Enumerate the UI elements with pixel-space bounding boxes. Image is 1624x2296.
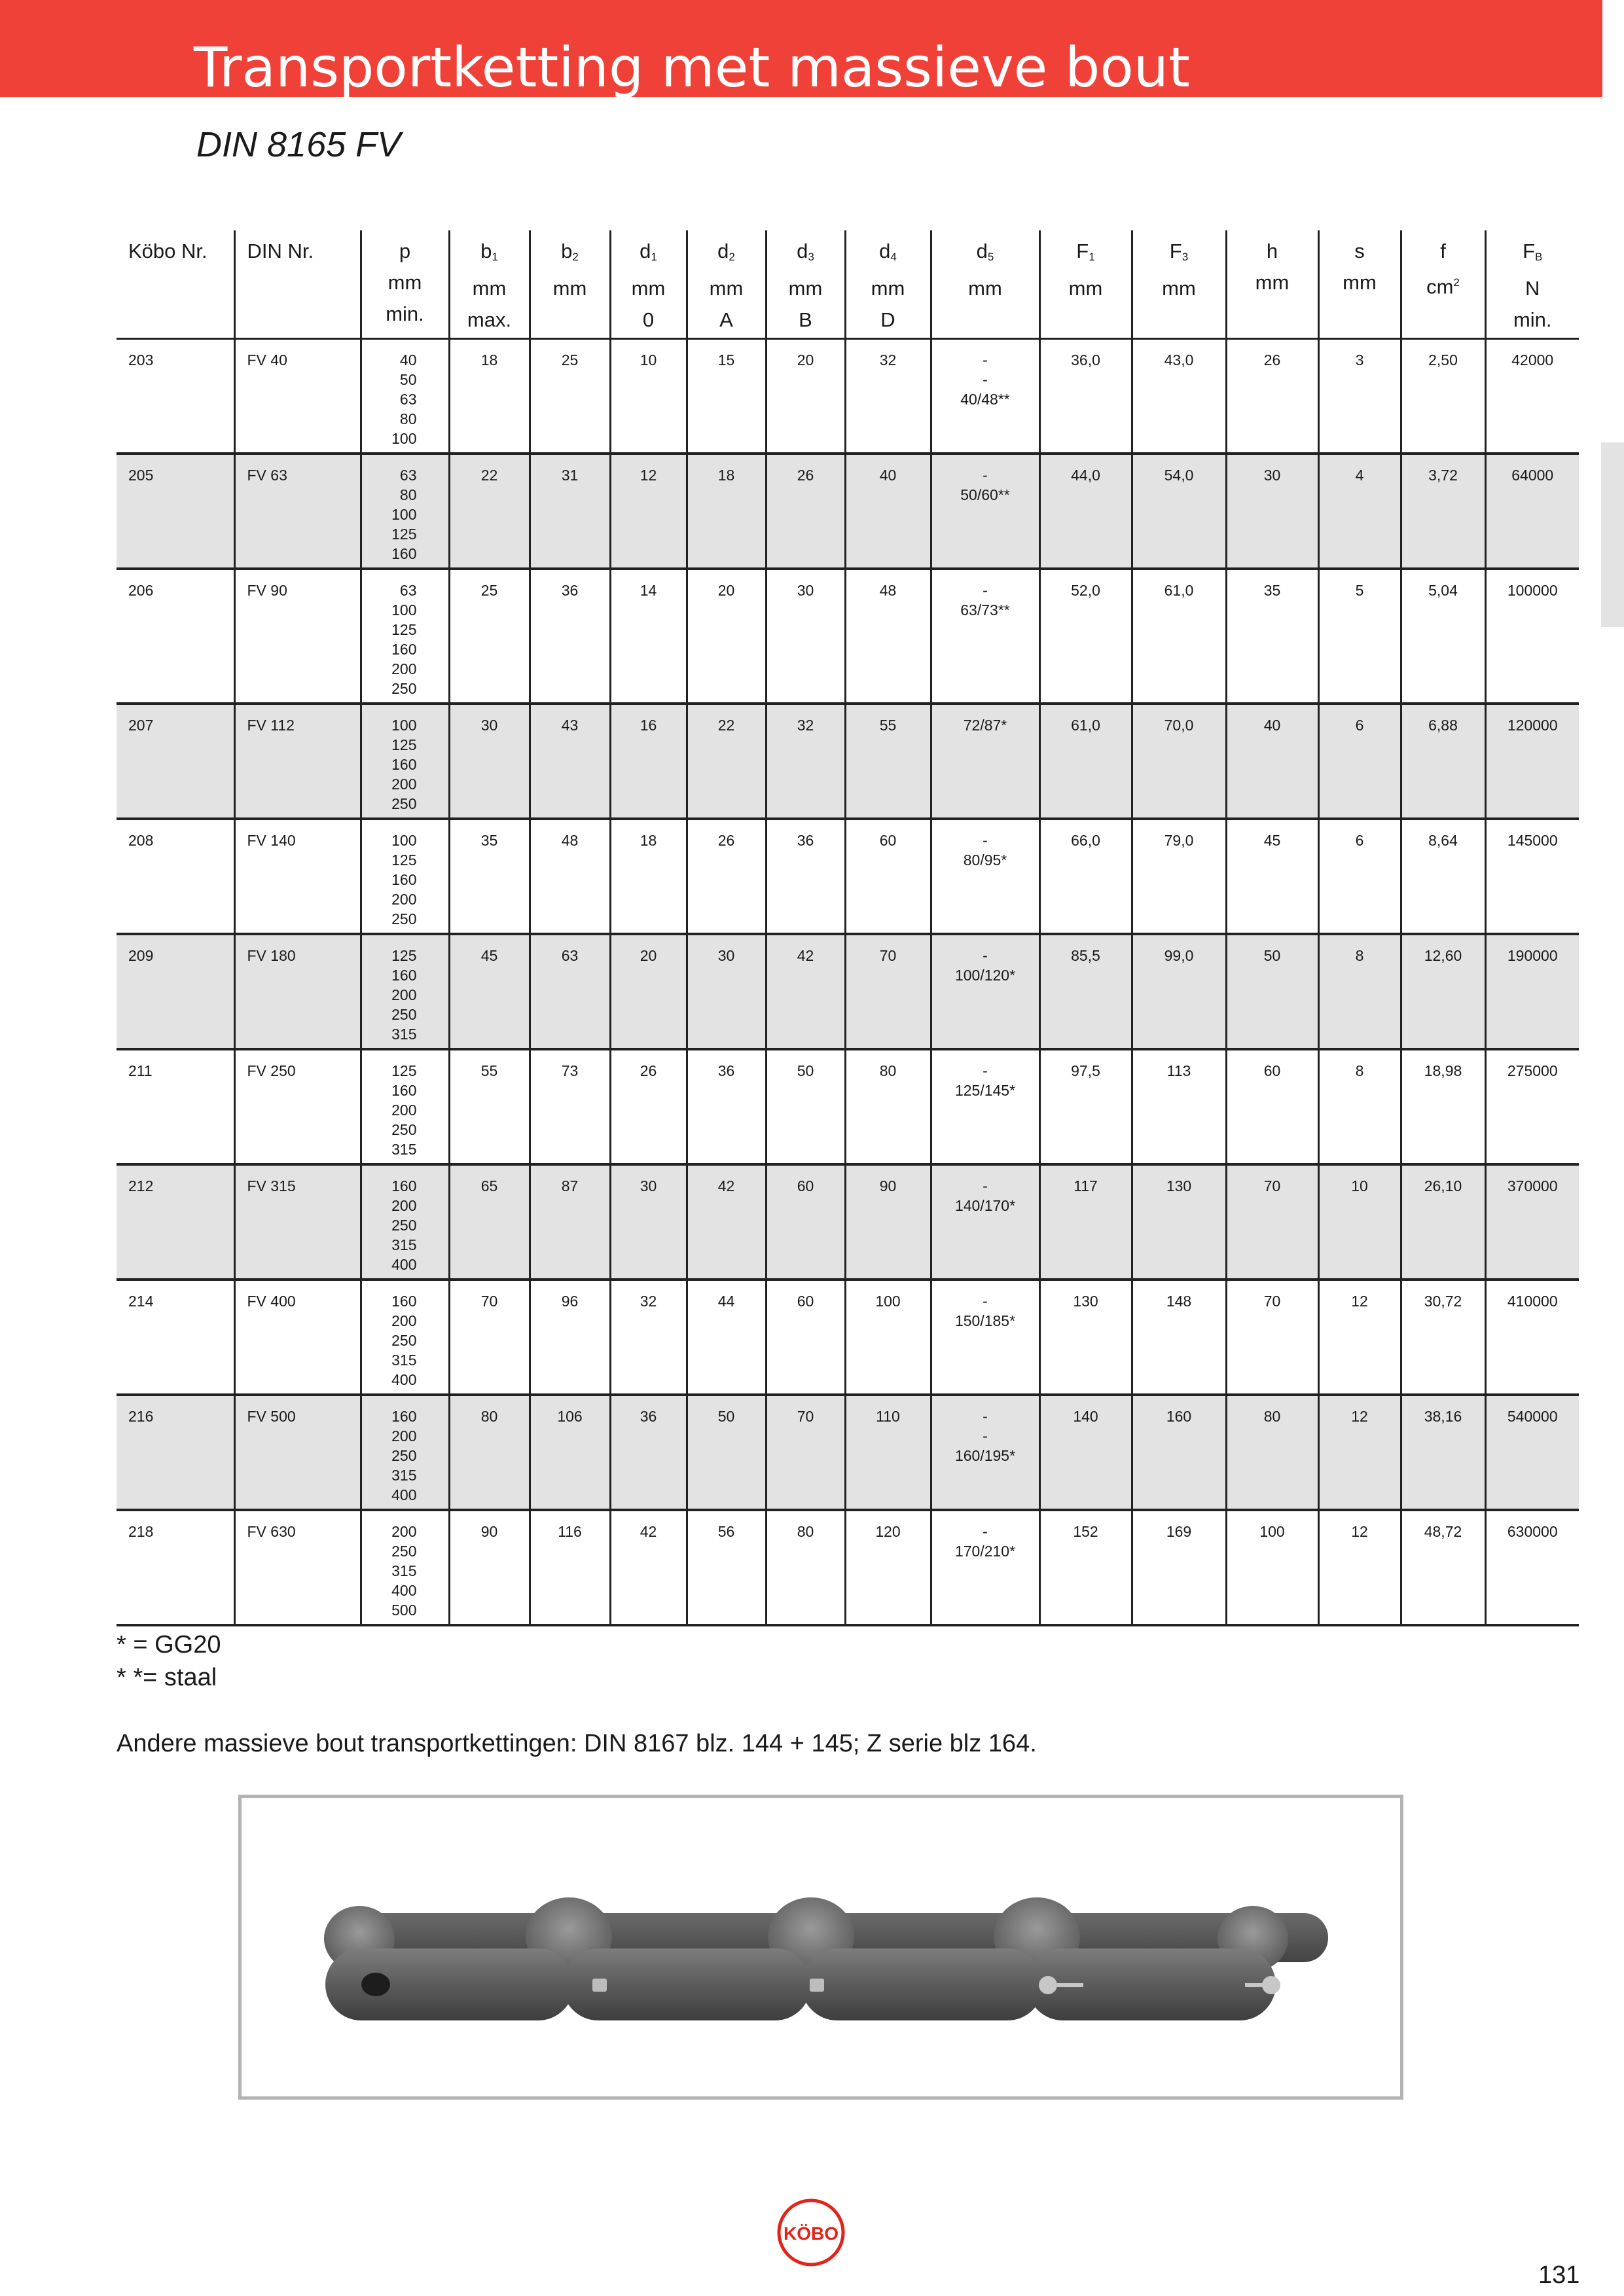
- chain-illustration: [242, 1798, 1400, 2096]
- page-number: 131: [1538, 2261, 1580, 2289]
- cell-fb: 275000: [1485, 1049, 1579, 1164]
- cell-d3: 36: [766, 819, 845, 934]
- cell-p: 160 200 250 315 400: [361, 1280, 449, 1395]
- cell-b1: 70: [449, 1280, 530, 1395]
- table-row: [117, 569, 1579, 704]
- cell-d5: - - 40/48**: [931, 338, 1039, 454]
- column-unit: mm: [552, 277, 587, 300]
- column-unit: mm: [1255, 271, 1290, 294]
- column-header: [361, 230, 449, 338]
- column-name: Köbo Nr.: [128, 240, 208, 262]
- cell-d3: 70: [766, 1395, 845, 1510]
- cell-d1: 14: [610, 569, 687, 704]
- cell-d3: 60: [766, 1280, 845, 1395]
- cell-p: 100 125 160 200 250: [361, 819, 449, 934]
- column-header: [1132, 230, 1226, 338]
- column-unit: mm: [968, 277, 1002, 300]
- column-header: [766, 230, 845, 338]
- cell-b1: 55: [449, 1049, 530, 1164]
- cell-f1: 97,5: [1039, 1049, 1132, 1164]
- cell-b1: 35: [449, 819, 530, 934]
- cell-f3: 70,0: [1132, 704, 1226, 819]
- cell-f1: 117: [1039, 1164, 1132, 1280]
- footnote-star: * = GG20: [117, 1631, 221, 1659]
- cell-d5: - 150/185*: [931, 1280, 1039, 1395]
- column-header: [449, 230, 530, 338]
- cell-b1: 80: [449, 1395, 530, 1510]
- cell-kobo: 211: [117, 1049, 234, 1164]
- cell-d3: 32: [766, 704, 845, 819]
- cell-p: 200 250 315 400 500: [361, 1510, 449, 1625]
- cell-fb: 630000: [1485, 1510, 1579, 1625]
- cell-d1: 36: [610, 1395, 687, 1510]
- cell-d3: 60: [766, 1164, 845, 1280]
- cell-b2: 43: [530, 704, 610, 819]
- cell-d2: 42: [687, 1164, 766, 1280]
- cell-fb: 145000: [1485, 819, 1579, 934]
- cell-h: 100: [1226, 1510, 1318, 1625]
- column-note: D: [880, 308, 895, 331]
- cell-b1: 25: [449, 569, 530, 704]
- cell-kobo: 216: [117, 1395, 234, 1510]
- cell-din: FV 63: [234, 454, 361, 569]
- cell-f1: 85,5: [1039, 934, 1132, 1049]
- cell-d1: 20: [610, 934, 687, 1049]
- table-row: [117, 338, 1579, 454]
- cell-h: 70: [1226, 1164, 1318, 1280]
- cell-d3: 50: [766, 1049, 845, 1164]
- column-header: [117, 230, 234, 338]
- cell-d3: 26: [766, 454, 845, 569]
- cell-din: FV 630: [234, 1510, 361, 1625]
- column-unit: mm: [388, 271, 422, 294]
- cell-d2: 26: [687, 819, 766, 934]
- cell-d5: - 125/145*: [931, 1049, 1039, 1164]
- cell-b1: 90: [449, 1510, 530, 1625]
- table-row: [117, 934, 1579, 1049]
- cell-s: 8: [1318, 934, 1401, 1049]
- cell-f3: 113: [1132, 1049, 1226, 1164]
- cell-b2: 96: [530, 1280, 610, 1395]
- cell-d4: 70: [845, 934, 931, 1049]
- cell-h: 35: [1226, 569, 1318, 704]
- cell-fb: 190000: [1485, 934, 1579, 1049]
- column-unit: mm: [871, 277, 905, 300]
- cell-f: 8,64: [1401, 819, 1485, 934]
- spec-table: [117, 230, 1579, 1626]
- column-unit: mm: [788, 277, 823, 300]
- column-name: $F_B$: [1523, 240, 1543, 263]
- chain-image-frame: [238, 1795, 1403, 2100]
- cell-f1: 61,0: [1039, 704, 1132, 819]
- cell-s: 5: [1318, 569, 1401, 704]
- cell-f3: 54,0: [1132, 454, 1226, 569]
- cell-din: FV 140: [234, 819, 361, 934]
- cell-d1: 18: [610, 819, 687, 934]
- cell-d5: - 63/73**: [931, 569, 1039, 704]
- column-note: min.: [386, 302, 424, 325]
- cell-d2: 18: [687, 454, 766, 569]
- cell-d1: 30: [610, 1164, 687, 1280]
- cell-kobo: 209: [117, 934, 234, 1049]
- cell-p: 125 160 200 250 315: [361, 1049, 449, 1164]
- cell-d5: - 170/210*: [931, 1510, 1039, 1625]
- column-unit: N: [1525, 277, 1540, 300]
- cell-kobo: 212: [117, 1164, 234, 1280]
- column-name: s: [1354, 240, 1365, 262]
- column-header: [1485, 230, 1579, 338]
- cell-d5: - 100/120*: [931, 934, 1039, 1049]
- column-note: 0: [642, 308, 655, 331]
- cell-f3: 130: [1132, 1164, 1226, 1280]
- column-name: DIN Nr.: [247, 240, 314, 262]
- cell-fb: 370000: [1485, 1164, 1579, 1280]
- column-header: [234, 230, 361, 338]
- cell-d2: 20: [687, 569, 766, 704]
- cell-f: 3,72: [1401, 454, 1485, 569]
- table-row: [117, 1164, 1579, 1280]
- cell-f: 6,88: [1401, 704, 1485, 819]
- table-row: [117, 1280, 1579, 1395]
- cell-fb: 540000: [1485, 1395, 1579, 1510]
- cell-b2: 25: [530, 338, 610, 454]
- cell-d2: 36: [687, 1049, 766, 1164]
- cell-d4: 90: [845, 1164, 931, 1280]
- cell-d1: 12: [610, 454, 687, 569]
- cell-s: 6: [1318, 819, 1401, 934]
- cell-p: 63 80 100 125 160: [361, 454, 449, 569]
- cell-p: 40 50 63 80 100: [361, 338, 449, 454]
- cell-f3: 79,0: [1132, 819, 1226, 934]
- side-tab: [1601, 442, 1624, 627]
- cell-kobo: 207: [117, 704, 234, 819]
- cell-p: 160 200 250 315 400: [361, 1164, 449, 1280]
- cell-d1: 16: [610, 704, 687, 819]
- column-name: $d_4$: [879, 240, 897, 263]
- cell-b1: 45: [449, 934, 530, 1049]
- cell-d4: 32: [845, 338, 931, 454]
- cell-d4: 55: [845, 704, 931, 819]
- table-row: [117, 1049, 1579, 1164]
- cell-d3: 80: [766, 1510, 845, 1625]
- cell-h: 50: [1226, 934, 1318, 1049]
- cell-d1: 32: [610, 1280, 687, 1395]
- column-header: [687, 230, 766, 338]
- cell-s: 4: [1318, 454, 1401, 569]
- cell-p: 63 100 125 160 200 250: [361, 569, 449, 704]
- cell-d4: 48: [845, 569, 931, 704]
- cell-h: 60: [1226, 1049, 1318, 1164]
- cell-d1: 42: [610, 1510, 687, 1625]
- cell-f1: 152: [1039, 1510, 1132, 1625]
- cell-fb: 64000: [1485, 454, 1579, 569]
- cell-b1: 30: [449, 704, 530, 819]
- footnotes: [117, 1628, 221, 1694]
- cell-d5: - - 160/195*: [931, 1395, 1039, 1510]
- cell-s: 12: [1318, 1510, 1401, 1625]
- cell-h: 40: [1226, 704, 1318, 819]
- cell-b2: 87: [530, 1164, 610, 1280]
- column-note: B: [799, 308, 812, 331]
- cell-b2: 48: [530, 819, 610, 934]
- column-name: $d_2$: [717, 240, 735, 263]
- cell-d2: 30: [687, 934, 766, 1049]
- cell-kobo: 205: [117, 454, 234, 569]
- column-header: [845, 230, 931, 338]
- cell-f1: 140: [1039, 1395, 1132, 1510]
- kobo-logo: [776, 2198, 846, 2267]
- cell-d5: - 80/95*: [931, 819, 1039, 934]
- column-name: $b_2$: [561, 240, 579, 263]
- cell-d4: 110: [845, 1395, 931, 1510]
- cell-h: 45: [1226, 819, 1318, 934]
- column-header: [610, 230, 687, 338]
- cell-d4: 60: [845, 819, 931, 934]
- cell-f1: 66,0: [1039, 819, 1132, 934]
- column-note: max.: [467, 308, 512, 331]
- cell-d5: - 140/170*: [931, 1164, 1039, 1280]
- cell-d3: 42: [766, 934, 845, 1049]
- cell-f3: 148: [1132, 1280, 1226, 1395]
- cell-b1: 65: [449, 1164, 530, 1280]
- column-name: $F_1$: [1076, 240, 1095, 263]
- cell-f: 2,50: [1401, 338, 1485, 454]
- cell-f3: 61,0: [1132, 569, 1226, 704]
- cell-p: 125 160 200 250 315: [361, 934, 449, 1049]
- column-name: $F_3$: [1169, 240, 1189, 263]
- column-name: p: [399, 240, 411, 262]
- cell-s: 8: [1318, 1049, 1401, 1164]
- cell-f1: 52,0: [1039, 569, 1132, 704]
- cell-fb: 42000: [1485, 338, 1579, 454]
- table-row: [117, 1395, 1579, 1510]
- cell-d3: 30: [766, 569, 845, 704]
- cell-b1: 22: [449, 454, 530, 569]
- column-name: $b_1$: [480, 240, 498, 263]
- cell-f3: 169: [1132, 1510, 1226, 1625]
- column-header: [931, 230, 1039, 338]
- cell-kobo: 206: [117, 569, 234, 704]
- cell-d1: 10: [610, 338, 687, 454]
- column-unit: mm: [1068, 277, 1103, 300]
- cell-b2: 116: [530, 1510, 610, 1625]
- cell-fb: 120000: [1485, 704, 1579, 819]
- column-name: f: [1440, 240, 1446, 262]
- cell-f: 5,04: [1401, 569, 1485, 704]
- cell-b2: 106: [530, 1395, 610, 1510]
- column-unit: $cm^2$: [1426, 275, 1460, 298]
- column-header: [1226, 230, 1318, 338]
- cell-f1: 130: [1039, 1280, 1132, 1395]
- column-unit: mm: [709, 277, 744, 300]
- cell-din: FV 90: [234, 569, 361, 704]
- cell-d2: 56: [687, 1510, 766, 1625]
- cell-kobo: 203: [117, 338, 234, 454]
- cell-f1: 44,0: [1039, 454, 1132, 569]
- cell-d5: 72/87*: [931, 704, 1039, 819]
- cell-d2: 44: [687, 1280, 766, 1395]
- cell-b2: 73: [530, 1049, 610, 1164]
- logo-text: KÖBO: [784, 2223, 839, 2244]
- cell-h: 70: [1226, 1280, 1318, 1395]
- table-row: [117, 704, 1579, 819]
- cell-f: 12,60: [1401, 934, 1485, 1049]
- column-unit: mm: [1162, 277, 1196, 300]
- table-row: [117, 1510, 1579, 1625]
- column-note: min.: [1513, 308, 1552, 331]
- cell-f3: 160: [1132, 1395, 1226, 1510]
- cell-din: FV 250: [234, 1049, 361, 1164]
- cell-b2: 36: [530, 569, 610, 704]
- cell-b1: 18: [449, 338, 530, 454]
- cell-f: 18,98: [1401, 1049, 1485, 1164]
- cell-din: FV 180: [234, 934, 361, 1049]
- column-name: h: [1266, 240, 1278, 262]
- column-unit: mm: [631, 277, 666, 300]
- cell-d1: 26: [610, 1049, 687, 1164]
- table-row: [117, 819, 1579, 934]
- table-body: [117, 338, 1579, 1625]
- cell-f: 30,72: [1401, 1280, 1485, 1395]
- cell-s: 12: [1318, 1280, 1401, 1395]
- cell-p: 160 200 250 315 400: [361, 1395, 449, 1510]
- column-name: $d_3$: [797, 240, 814, 263]
- cell-d3: 20: [766, 338, 845, 454]
- cell-d4: 40: [845, 454, 931, 569]
- table-header-row: [117, 230, 1579, 338]
- cell-kobo: 214: [117, 1280, 234, 1395]
- cell-d2: 22: [687, 704, 766, 819]
- cell-din: FV 400: [234, 1280, 361, 1395]
- table-row: [117, 454, 1579, 569]
- cell-d2: 15: [687, 338, 766, 454]
- cell-p: 100 125 160 200 250: [361, 704, 449, 819]
- cell-b2: 63: [530, 934, 610, 1049]
- column-unit: mm: [472, 277, 507, 300]
- cell-s: 10: [1318, 1164, 1401, 1280]
- cell-din: FV 500: [234, 1395, 361, 1510]
- column-name: $d_5$: [976, 240, 994, 263]
- cell-f1: 36,0: [1039, 338, 1132, 454]
- cell-d4: 80: [845, 1049, 931, 1164]
- column-note: A: [719, 308, 733, 331]
- cell-f: 38,16: [1401, 1395, 1485, 1510]
- cell-h: 80: [1226, 1395, 1318, 1510]
- cell-kobo: 218: [117, 1510, 234, 1625]
- page-title: Transportketting met massieve bout: [194, 35, 1190, 99]
- cell-d4: 100: [845, 1280, 931, 1395]
- cell-s: 12: [1318, 1395, 1401, 1510]
- cell-f3: 43,0: [1132, 338, 1226, 454]
- column-header: [1318, 230, 1401, 338]
- column-name: $d_1$: [640, 240, 657, 263]
- cell-f: 26,10: [1401, 1164, 1485, 1280]
- column-header: [530, 230, 610, 338]
- column-header: [1039, 230, 1132, 338]
- cell-s: 6: [1318, 704, 1401, 819]
- cell-d4: 120: [845, 1510, 931, 1625]
- cell-fb: 410000: [1485, 1280, 1579, 1395]
- reference-note: Andere massieve bout transportkettingen: DIN 8167 blz. 144 + 145; Z serie blz 164.: [117, 1730, 1037, 1757]
- cell-h: 30: [1226, 454, 1318, 569]
- cell-h: 26: [1226, 338, 1318, 454]
- column-unit: mm: [1343, 271, 1377, 294]
- page-subtitle: DIN 8165 FV: [196, 125, 401, 164]
- cell-fb: 100000: [1485, 569, 1579, 704]
- cell-din: FV 40: [234, 338, 361, 454]
- cell-din: FV 315: [234, 1164, 361, 1280]
- cell-din: FV 112: [234, 704, 361, 819]
- cell-f3: 99,0: [1132, 934, 1226, 1049]
- column-header: [1401, 230, 1485, 338]
- cell-f: 48,72: [1401, 1510, 1485, 1625]
- cell-s: 3: [1318, 338, 1401, 454]
- cell-d2: 50: [687, 1395, 766, 1510]
- cell-b2: 31: [530, 454, 610, 569]
- cell-kobo: 208: [117, 819, 234, 934]
- footnote-double-star: * *= staal: [117, 1664, 217, 1691]
- cell-d5: - 50/60**: [931, 454, 1039, 569]
